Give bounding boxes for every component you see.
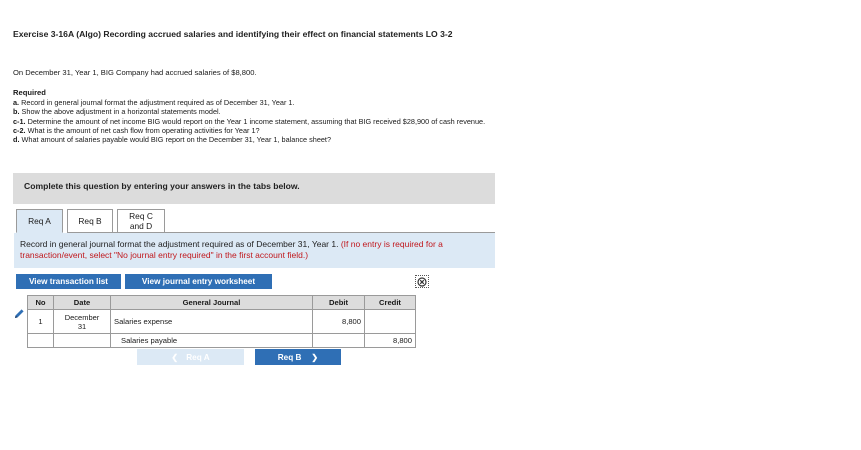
tab-req-a-label: Req A — [28, 216, 51, 226]
header-no: No — [28, 296, 54, 310]
row-date-day: 31 — [77, 321, 87, 331]
chevron-left-icon: ❮ — [171, 353, 179, 362]
header-general-journal: General Journal — [111, 296, 313, 310]
header-date: Date — [54, 296, 111, 310]
tab-req-c-and-d[interactable] — [117, 209, 165, 233]
table-row — [28, 334, 416, 348]
required-heading: Required — [13, 88, 46, 97]
tab-req-b-label: Req B — [78, 216, 102, 226]
instruction-note: (If no entry is required for a transaction/event, select "No journal entry required" in the first account field.) — [20, 239, 443, 260]
requirement-b: b. Show the above adjustment in a horizontal statements model. — [13, 107, 221, 117]
pencil-icon[interactable] — [13, 307, 25, 319]
row-no — [28, 334, 54, 348]
requirement-a: a. Record in general journal format the adjustment required as of December 31, Year 1. — [13, 98, 295, 107]
journal-table — [27, 295, 416, 348]
row-date[interactable] — [54, 310, 111, 334]
next-req-b-button[interactable] — [255, 349, 341, 365]
view-transaction-list-button[interactable]: View transaction list — [16, 274, 121, 289]
journal-header-row — [28, 296, 416, 310]
close-circle-icon[interactable] — [415, 275, 429, 288]
header-credit: Credit — [365, 296, 416, 310]
exercise-title: Exercise 3-16A (Algo) Recording accrued salaries and identifying their effect on financial statements LO 3-2 — [13, 29, 453, 39]
instruction-text: Record in general journal format the adjustment required as of December 31, Year 1. — [20, 239, 341, 249]
row-no: 1 — [28, 310, 54, 334]
next-label: Req B — [277, 352, 302, 362]
table-row — [28, 310, 416, 334]
requirements-list — [13, 98, 508, 144]
tab-and-d-label: and D — [129, 221, 153, 231]
requirement-d: d. What amount of salaries payable would BIG report on the December 31, Year 1, balance sheet? — [13, 135, 332, 145]
requirement-c1: c-1. Determine the amount of net income BIG would report on the Year 1 income statement, assuming that BIG received $28,900 of cash revenue. — [13, 116, 486, 126]
view-journal-entry-worksheet-button[interactable]: View journal entry worksheet — [125, 274, 272, 289]
instructions-banner — [13, 173, 495, 204]
row-date-month: December — [64, 312, 100, 322]
row-account[interactable]: Salaries payable — [111, 334, 313, 348]
row-date[interactable] — [54, 334, 111, 348]
header-debit: Debit — [313, 296, 365, 310]
prev-label: Req A — [186, 352, 210, 362]
row-debit[interactable] — [313, 334, 365, 348]
tab-instruction — [14, 233, 495, 268]
banner-text: Complete this question by entering your answers in the tabs below. — [24, 181, 300, 191]
row-account[interactable]: Salaries expense — [111, 310, 313, 334]
prev-req-a-button[interactable] — [137, 349, 244, 365]
tab-req-a[interactable] — [16, 209, 63, 233]
intro-text: On December 31, Year 1, BIG Company had accrued salaries of $8,800. — [13, 68, 257, 77]
tab-req-c-label: Req C — [129, 211, 153, 221]
requirement-c2: c-2. What is the amount of net cash flow from operating activities for Year 1? — [13, 125, 260, 135]
tab-req-b[interactable] — [67, 209, 113, 233]
row-debit[interactable]: 8,800 — [313, 310, 365, 334]
row-credit[interactable]: 8,800 — [365, 334, 416, 348]
chevron-right-icon: ❯ — [311, 353, 319, 362]
row-credit[interactable] — [365, 310, 416, 334]
